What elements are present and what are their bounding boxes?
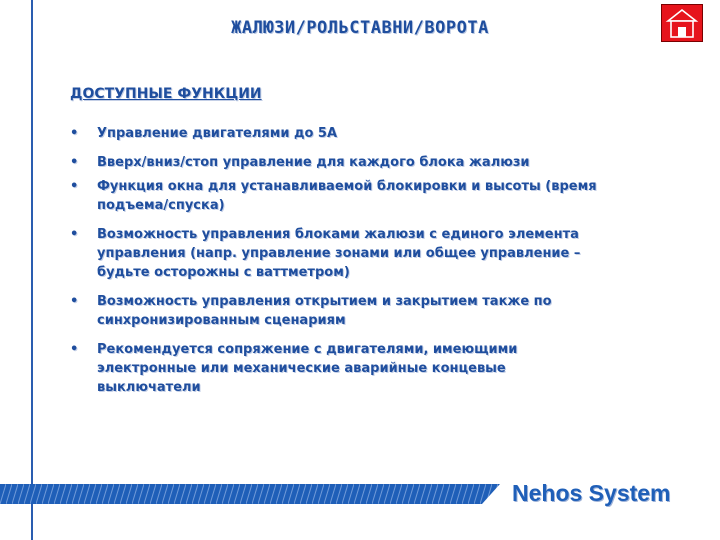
list-item-line: управления (напр. управление зонами или общее управление –: [97, 246, 581, 261]
footer-bar: [0, 484, 500, 504]
list-item: [70, 292, 650, 330]
list-item-line: Вверх/вниз/стоп управление для каждого блока жалюзи: [97, 155, 530, 170]
section-title: ДОСТУПНЫЕ ФУНКЦИИ: [70, 86, 262, 102]
bullet-glyph: •: [70, 126, 79, 141]
list-item-line: подъема/спуска): [97, 198, 225, 213]
home-button[interactable]: [661, 4, 703, 42]
list-item-line: будьте осторожны с ваттметром): [97, 265, 350, 280]
list-item-line: электронные или механические аварийные концевые: [97, 361, 506, 376]
list-item-line: Возможность управления блоками жалюзи с единого элемента: [97, 227, 579, 242]
left-vertical-rule: [31, 0, 33, 540]
list-item: [70, 225, 650, 282]
list-item: [70, 177, 650, 215]
bullet-glyph: •: [70, 342, 79, 357]
list-item-line: Возможность управления открытием и закрытием также по: [97, 294, 552, 309]
list-item-line: Функция окна для устанавливаемой блокировки и высоты (время: [97, 179, 597, 194]
bullet-glyph: •: [70, 227, 79, 242]
list-item: [70, 153, 650, 172]
page-title: ЖАЛЮЗИ/РОЛЬСТАВНИ/ВОРОТА: [231, 18, 489, 38]
home-icon: [665, 7, 699, 39]
bullet-glyph: •: [70, 179, 79, 194]
brand-logo: Nehos System: [512, 480, 671, 506]
list-item-line: синхронизированным сценариям: [97, 313, 346, 328]
list-item-line: Рекомендуется сопряжение с двигателями, имеющими: [97, 342, 518, 357]
bullet-glyph: •: [70, 155, 79, 170]
list-item: [70, 124, 650, 143]
bullet-glyph: •: [70, 294, 79, 309]
list-item-line: выключатели: [97, 380, 201, 395]
list-item: [70, 340, 650, 397]
function-list: [70, 124, 650, 397]
list-item-line: Управление двигателями до 5А: [97, 126, 338, 141]
